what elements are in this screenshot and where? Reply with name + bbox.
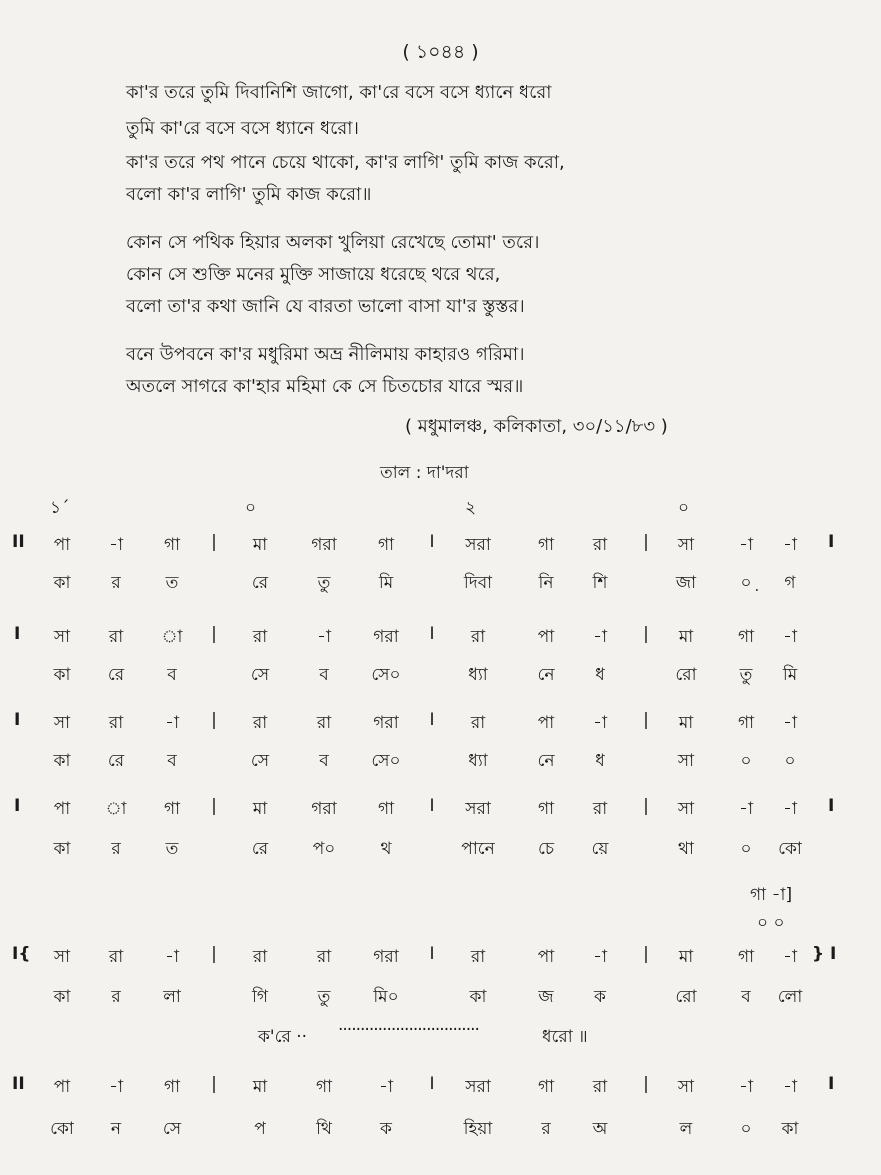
lyric-line: কা'র তরে তুমি দিবানিশি জাগো, কা'রে বসে বসে ধ্যানে ধরো [126,82,552,103]
notation-cell: ধ [595,665,605,685]
beat-mark: ০ [245,498,257,518]
notation-cell: সে০ [371,751,401,771]
bar-line: | [643,944,649,964]
notation-cell: রা [108,713,124,733]
notation-cell: সা [53,947,71,967]
notation-cell: তু [317,987,331,1007]
row-start-bar: I [14,710,21,730]
row-start-bar: II [12,532,25,552]
notation-cell: গরা [373,947,399,967]
notation-cell: ক [594,987,606,1007]
notation-cell: ধ্যা [468,751,488,771]
notation-cell: অ [592,1119,608,1139]
notation-cell: মা [252,1077,268,1097]
bar-line: I [429,944,435,964]
notation-cell: সে [162,1119,182,1139]
notation-cell: গা [315,1077,333,1097]
notation-cell: গরা [311,535,337,555]
row-end-bar: } I [812,944,837,964]
notation-cell: ল [679,1119,693,1139]
notation-cell: সরা [465,535,491,555]
notation-cell: -া [783,535,797,555]
notation-cell: া [105,799,127,819]
notation-cell: পা [53,535,71,555]
notation-cell: গরা [373,627,399,647]
notation-cell: ক [380,1119,392,1139]
notation-cell: কা [53,751,71,771]
notation-cell: জা [675,573,697,593]
notation-cell: পা [53,799,71,819]
notation-cell: রা [592,1077,608,1097]
notation-cell: রা [252,947,268,967]
notation-cell: গা [737,947,755,967]
bar-line: I [429,624,435,644]
notation-cell: -া [109,535,123,555]
notation-cell: কা [53,987,71,1007]
notation-row [0,944,881,974]
notation-cell: রে [251,573,269,593]
notation-cell: দিবা [463,573,493,593]
row-end-bar: I [828,1074,835,1094]
notation-cell: ব [319,751,329,771]
notation-cell: গা [737,627,755,647]
notation-cell: রে [107,751,125,771]
notation-cell: নে [537,665,555,685]
notation-row [0,570,881,600]
notation-cell: রো [675,987,697,1007]
notation-cell: কা [53,839,71,859]
source-citation: ( মধুমালঞ্চ, কলিকাতা, ৩০/১১/৮৩ ) [405,416,668,437]
bar-line: | [211,796,217,816]
notation-cell: গা [537,1077,555,1097]
bar-line: I [429,710,435,730]
notation-cell: ধ [595,751,605,771]
notation-cell: সা [53,627,71,647]
bar-line: I [429,532,435,552]
notation-cell: সে [250,751,270,771]
notation-cell: ব [319,665,329,685]
notation-cell: কা [53,573,71,593]
notation-cell: নি [538,573,554,593]
notation-cell: নে [537,751,555,771]
notation-cell: তু [317,573,331,593]
tala-label: তাল : দা'দরা [380,463,469,483]
lyric-line: তুমি কা'রে বসে বসে ধ্যানে ধরো। [126,118,359,139]
bar-line: I [429,796,435,816]
bar-line: I [429,1074,435,1094]
row-end-bar: I [828,796,835,816]
notation-cell: রা [252,713,268,733]
notation-cell: কো [50,1119,74,1139]
bar-line: | [211,532,217,552]
notation-row [0,796,881,826]
notation-cell: য়ে [591,839,609,859]
bar-line: | [211,624,217,644]
bar-line: | [643,796,649,816]
notation-cell: মি [378,573,394,593]
notation-cell: রা [470,947,486,967]
notation-cell: গা [737,713,755,733]
notation-cell: মা [252,535,268,555]
notation-cell: থি [316,1119,332,1139]
notation-cell: মি০ [373,987,399,1007]
notation-row [0,984,881,1014]
notation-cell: গা [537,535,555,555]
notation-cell: ব [167,665,177,685]
notation-cell: রা [316,713,332,733]
notation-cell: -া [783,799,797,819]
notation-cell: -া [317,627,331,647]
bar-line: | [211,1074,217,1094]
notation-cell: গা [163,535,181,555]
lyric-line: বনে উপবনে কা'র মধুরিমা অভ্র নীলিমায় কাহারও গরিমা। [126,344,525,365]
notation-cell: সা [677,1077,695,1097]
notation-cell: -া [109,1077,123,1097]
notation-cell: গা [163,799,181,819]
notation-cell: কা [53,665,71,685]
page-number: ( ১০৪৪ ) [402,41,479,63]
notation-cell: প [254,1119,266,1139]
notation-cell: -া [165,713,179,733]
notation-cell: হিয়া [463,1119,493,1139]
repeat-end: ধরো ॥ [542,1027,588,1047]
notation-cell: -া [165,947,179,967]
notation-cell: জ [538,987,554,1007]
lyric-line: কোন সে শুক্তি মনের মুক্তি সাজায়ে ধরেছে থরে থরে, [126,264,501,285]
notation-cell: পা [537,947,555,967]
notation-row [0,662,881,692]
notation-cell: ০ [740,839,752,859]
notation-cell: মা [252,799,268,819]
notation-cell: গ [784,573,796,593]
notation-cell: -া [739,799,753,819]
notation-cell: পানে [461,839,495,859]
notation-cell: ব [167,751,177,771]
notation-cell: রে [251,839,269,859]
notation-cell: লো [777,987,803,1007]
notation-cell: মা [678,947,694,967]
beat-mark: ১´ [50,498,70,518]
notation-cell: রো [675,665,697,685]
lyric-line: বলো কা'র লাগি' তুমি কাজ করো॥ [126,184,372,205]
notation-cell: গা [163,1077,181,1097]
bar-line: | [643,1074,649,1094]
notation-cell: কা [469,987,487,1007]
notation-cell: সে [250,665,270,685]
notation-cell: গি [251,987,269,1007]
notation-cell: সা [677,799,695,819]
notation-cell: রা [316,947,332,967]
notation-cell: -া [593,713,607,733]
notation-cell: রে [107,665,125,685]
notation-cell: সরা [465,1077,491,1097]
notation-cell: থা [678,839,694,859]
notation-row [0,836,881,866]
notation-cell: শি [592,573,608,593]
notation-cell: সা [53,713,71,733]
notation-cell: চে [537,839,555,859]
ending-note-top: গা -া] [750,885,793,905]
notation-cell: ০ [740,751,752,771]
lyric-line: কোন সে পথিক হিয়ার অলকা খুলিয়া রেখেছে তোমা' তরে। [126,232,540,253]
notation-cell: ত [165,573,179,593]
beat-mark: ২ [465,498,477,518]
notation-cell: গরা [373,713,399,733]
notation-cell: সা [677,535,695,555]
lyric-line: বলো তা'র কথা জানি যে বারতা ভালো বাসা যা'র স্তুস্তর। [126,296,525,317]
row-start-bar: I [14,796,21,816]
notation-row [0,748,881,778]
notation-cell: প০ [312,839,336,859]
notation-cell: সা [677,751,695,771]
notation-cell: -া [593,947,607,967]
notation-cell: -া [593,627,607,647]
bar-line: | [643,624,649,644]
notation-cell: -া [783,947,797,967]
notation-cell: সরা [465,799,491,819]
notation-cell: পা [53,1077,71,1097]
notation-cell: মা [678,627,694,647]
notation-row [0,532,881,562]
notation-cell: পা [537,627,555,647]
notation-cell: সে০ [371,665,401,685]
notation-cell: রা [108,627,124,647]
row-start-bar: I{ [12,944,31,964]
notation-cell: -া [379,1077,393,1097]
notation-cell: -া [783,713,797,733]
bar-line: | [643,710,649,730]
notation-cell: থ [380,839,392,859]
bar-line: | [211,944,217,964]
notation-cell: ব [741,987,751,1007]
notation-cell: -া [739,1077,753,1097]
lyric-line: কা'র তরে পথ পানে চেয়ে থাকো, কা'র লাগি' তুমি কাজ করো, [126,152,565,173]
notation-cell: ন [110,1119,122,1139]
notation-cell: র [111,987,121,1007]
notation-cell: র [111,839,121,859]
notation-cell: র [111,573,121,593]
notation-cell: র [541,1119,551,1139]
notation-cell: রা [108,947,124,967]
notation-cell: কো [778,839,802,859]
notation-cell: রা [592,799,608,819]
notation-cell: ০ [740,1119,752,1139]
lyric-line: অতলে সাগরে কা'হার মহিমা কে সে চিতচোর যারে স্মর॥ [126,376,524,397]
notation-cell: লা [163,987,181,1007]
notation-cell: মা [678,713,694,733]
notation-cell: গা [377,799,395,819]
notation-cell: রা [470,627,486,647]
notation-cell: রা [592,535,608,555]
notation-cell: ত [165,839,179,859]
ending-note-bottom: ০ ০ [757,913,785,933]
notation-cell: গা [377,535,395,555]
row-start-bar: I [14,624,21,644]
row-end-bar: I [828,532,835,552]
notation-cell: -া [739,535,753,555]
notation-row [0,624,881,654]
notation-cell: ০় [740,573,752,593]
notation-cell: রা [470,713,486,733]
notation-cell: রা [252,627,268,647]
bar-line: | [211,710,217,730]
notation-cell: -া [783,1077,797,1097]
notation-cell: পা [537,713,555,733]
notation-row [0,1116,881,1146]
repeat-dots: ································ [338,1020,479,1040]
notation-cell: তু [739,665,753,685]
beat-mark: ০ [678,498,690,518]
notation-cell: া [161,627,183,647]
notation-cell: কা [781,1119,799,1139]
notation-row [0,710,881,740]
repeat-start: ক'রে ·· [258,1027,308,1047]
notation-cell: মি [782,665,798,685]
notation-cell: গা [537,799,555,819]
notation-cell: ০ [784,751,796,771]
bar-line: | [643,532,649,552]
notation-cell: গরা [311,799,337,819]
notation-cell: -া [783,627,797,647]
notation-cell: ধ্যা [468,665,488,685]
notation-row [0,1074,881,1104]
row-start-bar: II [12,1074,25,1094]
